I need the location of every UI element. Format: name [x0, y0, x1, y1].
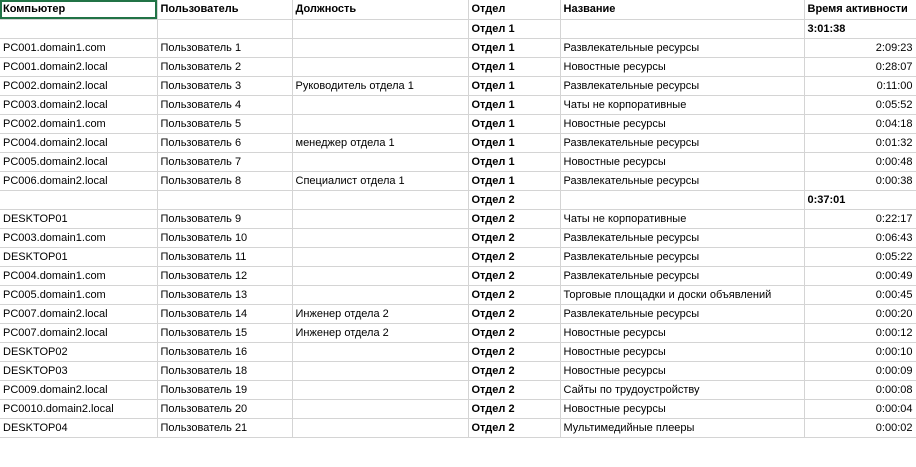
cell-name[interactable]: Новостные ресурсы	[560, 57, 804, 76]
cell-dept[interactable]: Отдел 2	[468, 380, 560, 399]
cell-dept[interactable]: Отдел 1	[468, 57, 560, 76]
cell-position[interactable]	[292, 209, 468, 228]
cell-computer[interactable]: PC001.domain1.com	[0, 38, 157, 57]
cell-name[interactable]: Развлекательные ресурсы	[560, 76, 804, 95]
table-row	[0, 361, 916, 380]
cell-position[interactable]	[292, 228, 468, 247]
cell-time[interactable]: 0:00:20	[804, 304, 916, 323]
table-row	[0, 380, 916, 399]
table-row	[0, 171, 916, 190]
table-row	[0, 399, 916, 418]
cell-time[interactable]: 0:00:04	[804, 399, 916, 418]
cell-user[interactable]: Пользователь 15	[157, 323, 292, 342]
cell-position[interactable]	[292, 19, 468, 38]
cell-name[interactable]: Развлекательные ресурсы	[560, 38, 804, 57]
cell-dept[interactable]: Отдел 2	[468, 342, 560, 361]
cell-time[interactable]: 0:00:49	[804, 266, 916, 285]
cell-time[interactable]: 0:00:45	[804, 285, 916, 304]
cell-position[interactable]	[292, 285, 468, 304]
header-row	[0, 0, 916, 19]
header-cell-position[interactable]: Должность	[292, 0, 468, 19]
cell-computer[interactable]: PC005.domain1.com	[0, 285, 157, 304]
cell-dept[interactable]: Отдел 2	[468, 304, 560, 323]
cell-dept[interactable]: Отдел 1	[468, 171, 560, 190]
cell-dept[interactable]: Отдел 1	[468, 76, 560, 95]
cell-user[interactable]	[157, 190, 292, 209]
cell-computer[interactable]: DESKTOP01	[0, 209, 157, 228]
table-row	[0, 114, 916, 133]
cell-dept[interactable]: Отдел 2	[468, 190, 560, 209]
cell-dept[interactable]: Отдел 2	[468, 209, 560, 228]
cell-time[interactable]: 0:00:09	[804, 361, 916, 380]
cell-user[interactable]: Пользователь 2	[157, 57, 292, 76]
cell-computer[interactable]: PC003.domain1.com	[0, 228, 157, 247]
table-row	[0, 247, 916, 266]
cell-dept[interactable]: Отдел 2	[468, 323, 560, 342]
cell-user[interactable]: Пользователь 18	[157, 361, 292, 380]
cell-dept[interactable]: Отдел 1	[468, 133, 560, 152]
cell-position[interactable]	[292, 418, 468, 437]
cell-time[interactable]: 0:00:02	[804, 418, 916, 437]
table-row	[0, 418, 916, 437]
cell-name[interactable]: Чаты не корпоративные	[560, 95, 804, 114]
cell-name[interactable]: Торговые площадки и доски объявлений	[560, 285, 804, 304]
cell-position[interactable]	[292, 38, 468, 57]
cell-computer[interactable]: PC007.domain2.local	[0, 323, 157, 342]
cell-computer[interactable]: PC002.domain2.local	[0, 76, 157, 95]
cell-position[interactable]: Инженер отдела 2	[292, 323, 468, 342]
cell-name[interactable]: Новостные ресурсы	[560, 323, 804, 342]
table-row	[0, 133, 916, 152]
cell-user[interactable]: Пользователь 19	[157, 380, 292, 399]
cell-position[interactable]	[292, 95, 468, 114]
cell-user[interactable]: Пользователь 4	[157, 95, 292, 114]
cell-name[interactable]: Новостные ресурсы	[560, 399, 804, 418]
table-row	[0, 76, 916, 95]
cell-position[interactable]	[292, 247, 468, 266]
cell-time[interactable]: 0:00:12	[804, 323, 916, 342]
cell-dept[interactable]: Отдел 2	[468, 228, 560, 247]
header-cell-name[interactable]: Название	[560, 0, 804, 19]
cell-user[interactable]: Пользователь 3	[157, 76, 292, 95]
cell-name[interactable]: Развлекательные ресурсы	[560, 228, 804, 247]
cell-computer[interactable]: DESKTOP02	[0, 342, 157, 361]
cell-dept[interactable]: Отдел 2	[468, 399, 560, 418]
cell-dept[interactable]: Отдел 1	[468, 152, 560, 171]
cell-computer[interactable]: PC005.domain2.local	[0, 152, 157, 171]
cell-computer[interactable]: PC002.domain1.com	[0, 114, 157, 133]
cell-user[interactable]: Пользователь 21	[157, 418, 292, 437]
cell-name[interactable]: Развлекательные ресурсы	[560, 133, 804, 152]
cell-user[interactable]: Пользователь 11	[157, 247, 292, 266]
cell-computer[interactable]: DESKTOP03	[0, 361, 157, 380]
cell-time[interactable]: 0:00:38	[804, 171, 916, 190]
cell-time[interactable]: 0:05:22	[804, 247, 916, 266]
cell-position[interactable]	[292, 190, 468, 209]
cell-time[interactable]: 0:00:10	[804, 342, 916, 361]
group-row	[0, 190, 916, 209]
cell-user[interactable]: Пользователь 20	[157, 399, 292, 418]
cell-total[interactable]: 0:37:01	[804, 190, 916, 209]
cell-position[interactable]	[292, 266, 468, 285]
cell-position[interactable]	[292, 114, 468, 133]
cell-dept[interactable]: Отдел 2	[468, 247, 560, 266]
table-row	[0, 342, 916, 361]
header-cell-computer[interactable]: Компьютер	[0, 0, 157, 19]
cell-name[interactable]: Новостные ресурсы	[560, 342, 804, 361]
cell-user[interactable]: Пользователь 6	[157, 133, 292, 152]
cell-dept[interactable]: Отдел 1	[468, 38, 560, 57]
table-row	[0, 152, 916, 171]
cell-name[interactable]: Чаты не корпоративные	[560, 209, 804, 228]
cell-time[interactable]: 0:01:32	[804, 133, 916, 152]
cell-position[interactable]	[292, 399, 468, 418]
cell-user[interactable]: Пользователь 5	[157, 114, 292, 133]
cell-name[interactable]: Развлекательные ресурсы	[560, 266, 804, 285]
cell-position[interactable]	[292, 342, 468, 361]
cell-name[interactable]: Новостные ресурсы	[560, 152, 804, 171]
group-row	[0, 19, 916, 38]
cell-computer[interactable]	[0, 190, 157, 209]
table-row	[0, 228, 916, 247]
cell-name[interactable]: Развлекательные ресурсы	[560, 171, 804, 190]
cell-dept[interactable]: Отдел 1	[468, 95, 560, 114]
cell-computer[interactable]: PC001.domain2.local	[0, 57, 157, 76]
cell-dept[interactable]: Отдел 1	[468, 114, 560, 133]
cell-time[interactable]: 0:28:07	[804, 57, 916, 76]
cell-total[interactable]: 3:01:38	[804, 19, 916, 38]
cell-computer[interactable]: DESKTOP04	[0, 418, 157, 437]
table-row	[0, 323, 916, 342]
table-row	[0, 266, 916, 285]
header-cell-dept[interactable]: Отдел	[468, 0, 560, 19]
cell-name[interactable]: Развлекательные ресурсы	[560, 247, 804, 266]
cell-position[interactable]	[292, 57, 468, 76]
cell-position[interactable]: Инженер отдела 2	[292, 304, 468, 323]
cell-user[interactable]: Пользователь 16	[157, 342, 292, 361]
cell-computer[interactable]: PC003.domain2.local	[0, 95, 157, 114]
cell-computer[interactable]: PC009.domain2.local	[0, 380, 157, 399]
cell-user[interactable]: Пользователь 7	[157, 152, 292, 171]
table-row	[0, 209, 916, 228]
cell-user[interactable]: Пользователь 8	[157, 171, 292, 190]
cell-time[interactable]: 0:00:08	[804, 380, 916, 399]
cell-time[interactable]: 0:04:18	[804, 114, 916, 133]
cell-computer[interactable]: PC0010.domain2.local	[0, 399, 157, 418]
cell-time[interactable]: 0:22:17	[804, 209, 916, 228]
cell-user[interactable]: Пользователь 1	[157, 38, 292, 57]
cell-name[interactable]: Мультимедийные плееры	[560, 418, 804, 437]
cell-dept[interactable]: Отдел 1	[468, 19, 560, 38]
table-row	[0, 38, 916, 57]
cell-computer[interactable]: DESKTOP01	[0, 247, 157, 266]
cell-time[interactable]: 0:06:43	[804, 228, 916, 247]
cell-name[interactable]: Сайты по трудоустройству	[560, 380, 804, 399]
cell-name[interactable]: Развлекательные ресурсы	[560, 304, 804, 323]
cell-dept[interactable]: Отдел 2	[468, 361, 560, 380]
cell-time[interactable]: 0:00:48	[804, 152, 916, 171]
cell-dept[interactable]: Отдел 2	[468, 266, 560, 285]
cell-time[interactable]: 0:05:52	[804, 95, 916, 114]
cell-name[interactable]: Новостные ресурсы	[560, 114, 804, 133]
cell-computer[interactable]: PC007.domain2.local	[0, 304, 157, 323]
header-cell-user[interactable]: Пользователь	[157, 0, 292, 19]
cell-dept[interactable]: Отдел 2	[468, 285, 560, 304]
cell-position[interactable]	[292, 152, 468, 171]
cell-computer[interactable]: PC004.domain2.local	[0, 133, 157, 152]
table-row	[0, 95, 916, 114]
cell-user[interactable]: Пользователь 12	[157, 266, 292, 285]
header-cell-time[interactable]: Время активности	[804, 0, 916, 19]
cell-user[interactable]	[157, 19, 292, 38]
cell-time[interactable]: 0:11:00	[804, 76, 916, 95]
cell-name[interactable]: Новостные ресурсы	[560, 361, 804, 380]
table-row	[0, 285, 916, 304]
cell-position[interactable]: Руководитель отдела 1	[292, 76, 468, 95]
cell-position[interactable]: Специалист отдела 1	[292, 171, 468, 190]
cell-user[interactable]: Пользователь 14	[157, 304, 292, 323]
cell-position[interactable]	[292, 380, 468, 399]
cell-computer[interactable]: PC004.domain1.com	[0, 266, 157, 285]
cell-position[interactable]: менеджер отдела 1	[292, 133, 468, 152]
cell-dept[interactable]: Отдел 2	[468, 418, 560, 437]
cell-name[interactable]	[560, 19, 804, 38]
cell-position[interactable]	[292, 361, 468, 380]
cell-time[interactable]: 2:09:23	[804, 38, 916, 57]
cell-user[interactable]: Пользователь 9	[157, 209, 292, 228]
cell-computer[interactable]: PC006.domain2.local	[0, 171, 157, 190]
table-row	[0, 304, 916, 323]
cell-name[interactable]	[560, 190, 804, 209]
cell-computer[interactable]	[0, 19, 157, 38]
cell-user[interactable]: Пользователь 13	[157, 285, 292, 304]
table-row	[0, 57, 916, 76]
cell-user[interactable]: Пользователь 10	[157, 228, 292, 247]
